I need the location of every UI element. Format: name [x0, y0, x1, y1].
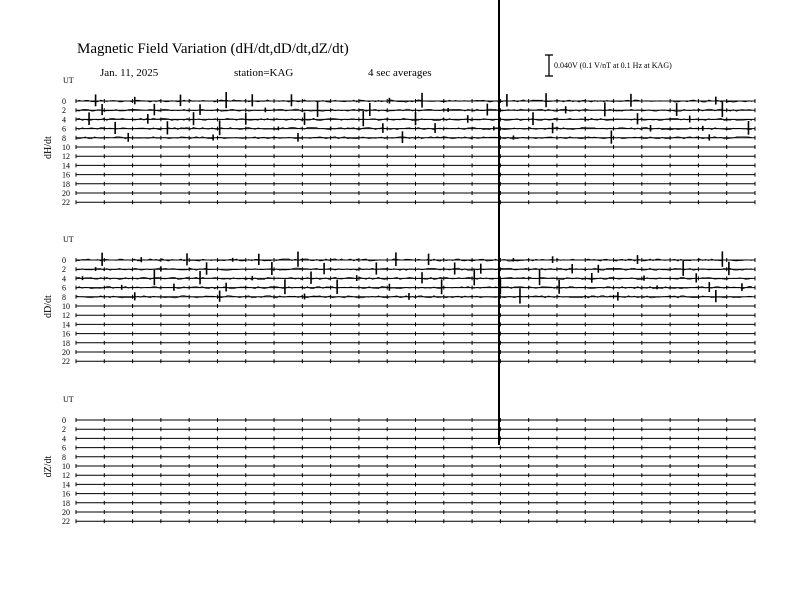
scale-label: 0.040V (0.1 V/nT at 0.1 Hz at KAG)	[554, 61, 672, 70]
panel-ylabel: dZ/dt	[43, 455, 54, 478]
hour-row-label: 6	[62, 283, 66, 293]
hour-row-label: 8	[62, 452, 66, 462]
panel-dZ-dt	[43, 395, 755, 526]
hour-row-label: 16	[62, 170, 70, 180]
hour-row-label: 2	[62, 265, 66, 275]
hour-row-label: 4	[62, 115, 66, 125]
hour-row-label: 2	[62, 425, 66, 435]
scale-bar	[545, 55, 672, 76]
averaging-label: 4 sec averages	[368, 67, 432, 79]
hour-row-label: 6	[62, 443, 66, 453]
hour-row-label: 18	[62, 179, 70, 189]
hour-row-label: 10	[62, 302, 70, 311]
date-label: Jan. 11, 2025	[100, 67, 159, 79]
hour-row-label: 20	[62, 348, 70, 357]
hour-row-label: 12	[62, 152, 70, 162]
hour-row-label: 14	[62, 161, 70, 171]
hour-row-label: 10	[62, 462, 70, 471]
hour-row-label: 12	[62, 311, 70, 321]
hour-row-label: 0	[62, 416, 66, 425]
hour-row-label: 22	[62, 357, 70, 367]
panel-dH-dt	[43, 76, 755, 207]
panel-ylabel: dH/dt	[43, 136, 54, 159]
hour-row-label: 16	[62, 329, 70, 339]
panel-ylabel: dD/dt	[43, 295, 54, 318]
hour-row-label: 6	[62, 124, 66, 134]
panel-dD-dt	[43, 235, 755, 366]
ut-label: UT	[63, 395, 74, 404]
hour-row-label: 22	[62, 517, 70, 527]
hour-row-label: 0	[62, 97, 66, 106]
hour-row-label: 14	[62, 480, 70, 490]
hour-row-label: 18	[62, 338, 70, 348]
trace-noise	[76, 109, 752, 111]
hour-row-label: 4	[62, 274, 66, 284]
hour-row-label: 18	[62, 498, 70, 508]
hour-row-label: 22	[62, 198, 70, 208]
hour-row-label: 8	[62, 133, 66, 143]
hour-row-label: 14	[62, 320, 70, 330]
ut-label: UT	[63, 235, 74, 244]
chart-title: Magnetic Field Variation (dH/dt,dD/dt,dZ/dt)	[77, 41, 349, 57]
hour-row-label: 2	[62, 106, 66, 116]
hour-row-label: 4	[62, 434, 66, 444]
hour-row-label: 20	[62, 189, 70, 198]
hour-row-label: 0	[62, 256, 66, 265]
hour-row-label: 8	[62, 292, 66, 302]
station-label: station=KAG	[234, 67, 294, 79]
hour-row-label: 16	[62, 489, 70, 499]
hour-row-label: 12	[62, 471, 70, 481]
ut-label: UT	[63, 76, 74, 85]
hour-row-label: 10	[62, 143, 70, 152]
hour-row-label: 20	[62, 508, 70, 517]
